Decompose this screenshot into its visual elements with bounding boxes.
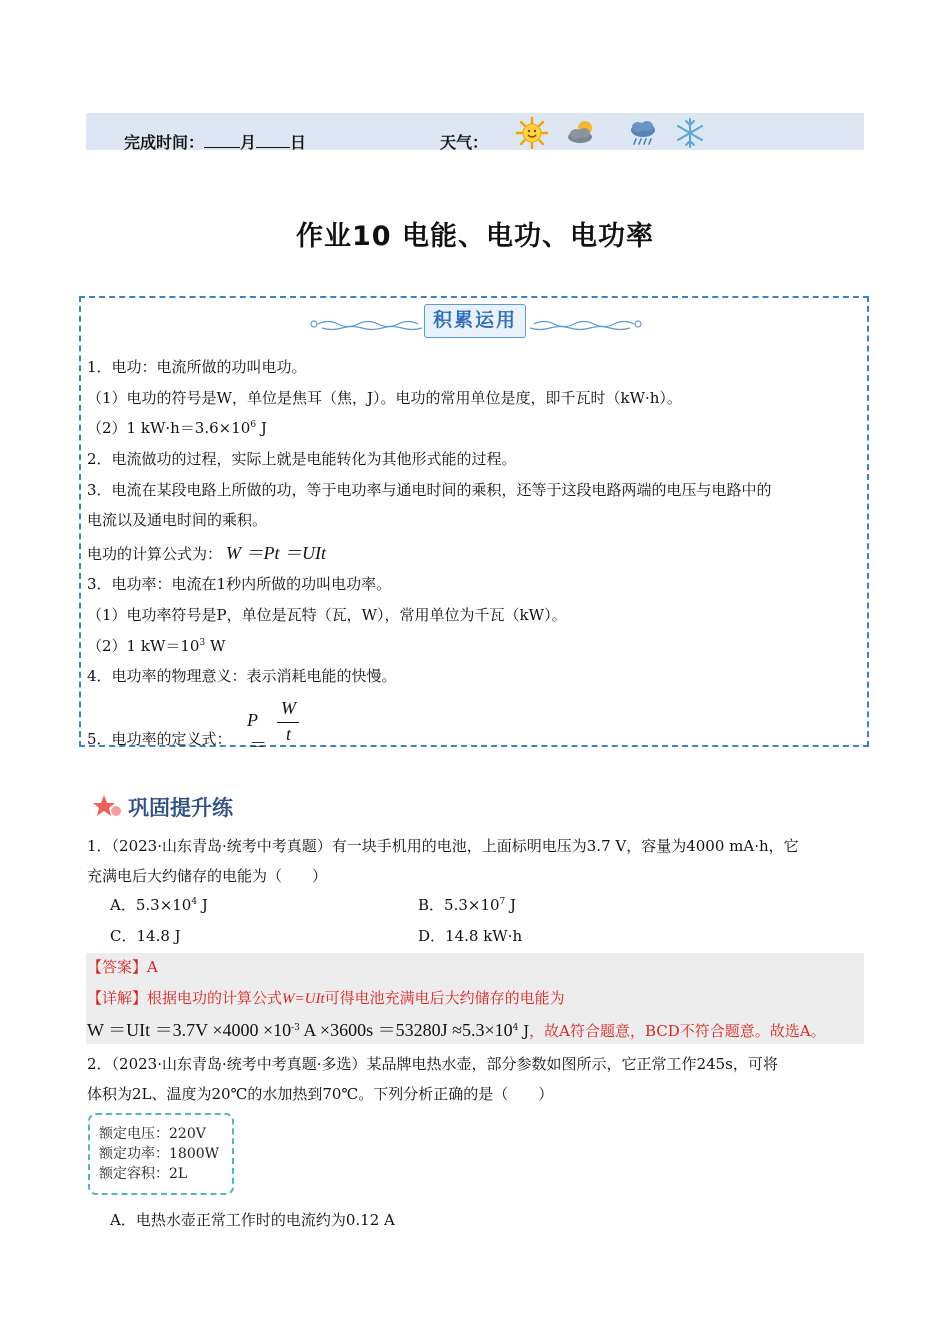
star-icon — [92, 794, 122, 820]
knowledge-line: 1．电功：电流所做的功叫电功。 — [87, 358, 307, 376]
snowflake-icon[interactable] — [673, 116, 707, 150]
knowledge-line: 电流以及通电时间的乘积。 — [87, 511, 268, 529]
formula-power-denominator: t — [286, 724, 292, 744]
calc-unit: J — [518, 1022, 530, 1040]
param-rated-power: 额定功率：1800W — [99, 1146, 220, 1162]
sun-icon[interactable] — [515, 116, 549, 150]
partly-cloudy-icon[interactable] — [565, 116, 599, 150]
knowledge-line: 3．电流在某段电路上所做的功，等于电功率与通电时间的乘积，还等于这段电路两端的电压与电路中的 — [87, 481, 772, 499]
page-title: 作业10 电能、电功、电功率 — [296, 221, 654, 252]
knowledge-line-formula — [87, 543, 326, 564]
q1-stem-line: 充满电后大约储存的电能为（ ） — [87, 867, 328, 885]
q1-option-b-exp: 7 — [499, 897, 506, 907]
weather-label: 天气： — [440, 133, 489, 152]
completion-label: 完成时间： — [124, 133, 205, 152]
fraction-bar — [277, 722, 299, 723]
energy-unit-suffix: J — [256, 419, 267, 437]
q1-option-a[interactable] — [110, 895, 208, 915]
energy-unit-prefix: （2）1 kW·h＝3.6×10 — [87, 419, 251, 437]
knowledge-line: 3．电功率：电流在1秒内所做的功叫电功率。 — [87, 575, 392, 593]
knowledge-line: （1）电功的符号是W，单位是焦耳（焦，J）。电功的常用单位是度，即千瓦时（kW·h）。 — [87, 389, 682, 407]
q1-option-d[interactable]: D．14.8 kW·h — [418, 927, 523, 945]
day-blank[interactable] — [256, 133, 290, 148]
q1-calculation — [87, 1020, 826, 1041]
q1-answer: 【答案】A — [87, 958, 158, 976]
q1-stem-line: 1．（2023·山东青岛·统考中考真题）有一块手机用的电池，上面标明电压为3.7 V，容量为4000 mA·h，它 — [87, 837, 799, 855]
q1-option-a-exp: 4 — [191, 897, 198, 907]
calc-prefix: W ＝UIt ＝3.7V ×4000 ×10 — [87, 1020, 292, 1040]
month-label: 月 — [240, 133, 257, 152]
q1-option-a-suffix: J — [197, 896, 208, 914]
day-label: 日 — [290, 133, 307, 152]
explanation-formula: W=UIt — [282, 991, 325, 1007]
formula-label: 电功的计算公式为： — [87, 545, 223, 563]
energy-unit-exp: 6 — [250, 420, 257, 430]
q1-option-b-prefix: B．5.3×10 — [418, 896, 500, 914]
formula-power-numerator: W — [281, 698, 296, 718]
q1-explanation — [87, 988, 565, 1009]
param-rated-capacity: 额定容积：2L — [99, 1166, 188, 1182]
knowledge-line: 4．电功率的物理意义：表示消耗电能的快慢。 — [87, 667, 397, 685]
knowledge-line: 5．电功率的定义式： — [87, 730, 232, 748]
power-unit-exp: 3 — [199, 638, 206, 648]
q2-stem-line: 体积为2L、温度为20℃的水加热到70℃。下列分析正确的是（ ） — [87, 1085, 554, 1103]
calc-exp-2: 4 — [512, 1023, 519, 1033]
knowledge-line-energy-unit — [87, 418, 267, 438]
rain-icon[interactable] — [626, 116, 660, 150]
section-title: 巩固提升练 — [128, 796, 233, 820]
explanation-part-2: 可得电池充满电后大约储存的电能为 — [324, 989, 565, 1007]
q1-option-b-suffix: J — [505, 896, 517, 914]
explanation-part-1: 【详解】根据电功的计算公式 — [87, 989, 283, 1007]
q2-option-a[interactable]: A．电热水壶正常工作时的电流约为0.12 A — [110, 1211, 395, 1229]
calc-conclusion: ，故A符合题意，BCD不符合题意。故选A。 — [529, 1022, 826, 1040]
q1-option-b[interactable] — [418, 895, 516, 915]
param-rated-voltage: 额定电压：220V — [99, 1126, 206, 1142]
calc-exp-1: -3 — [291, 1023, 300, 1033]
section-heading — [92, 792, 233, 822]
q1-option-a-prefix: A．5.3×10 — [110, 896, 192, 914]
knowledge-line-power-unit — [87, 636, 225, 656]
month-blank[interactable] — [204, 133, 240, 148]
knowledge-line: 2．电流做功的过程，实际上就是电能转化为其他形式能的过程。 — [87, 450, 517, 468]
calc-middle: A ×3600s ＝53280J ≈5.3×10 — [299, 1020, 513, 1040]
power-unit-prefix: （2）1 kW＝10 — [87, 637, 200, 655]
formula-work: W ＝Pt ＝UIt — [226, 543, 326, 563]
knowledge-line: （1）电功率符号是P，单位是瓦特（瓦，W），常用单位为千瓦（kW）。 — [87, 606, 567, 624]
kettle-parameter-box — [88, 1113, 234, 1195]
power-unit-suffix: W — [205, 637, 226, 655]
completion-time — [124, 130, 306, 153]
q2-stem-line: 2．（2023·山东青岛·统考中考真题·多选）某品牌电热水壶，部分参数如图所示，它正常工作245s，可将 — [87, 1055, 778, 1073]
q1-option-c[interactable]: C．14.8 J — [110, 927, 181, 945]
banner-label: 积累运用 — [424, 304, 526, 338]
formula-power-lhs: P ＝ — [247, 710, 265, 755]
